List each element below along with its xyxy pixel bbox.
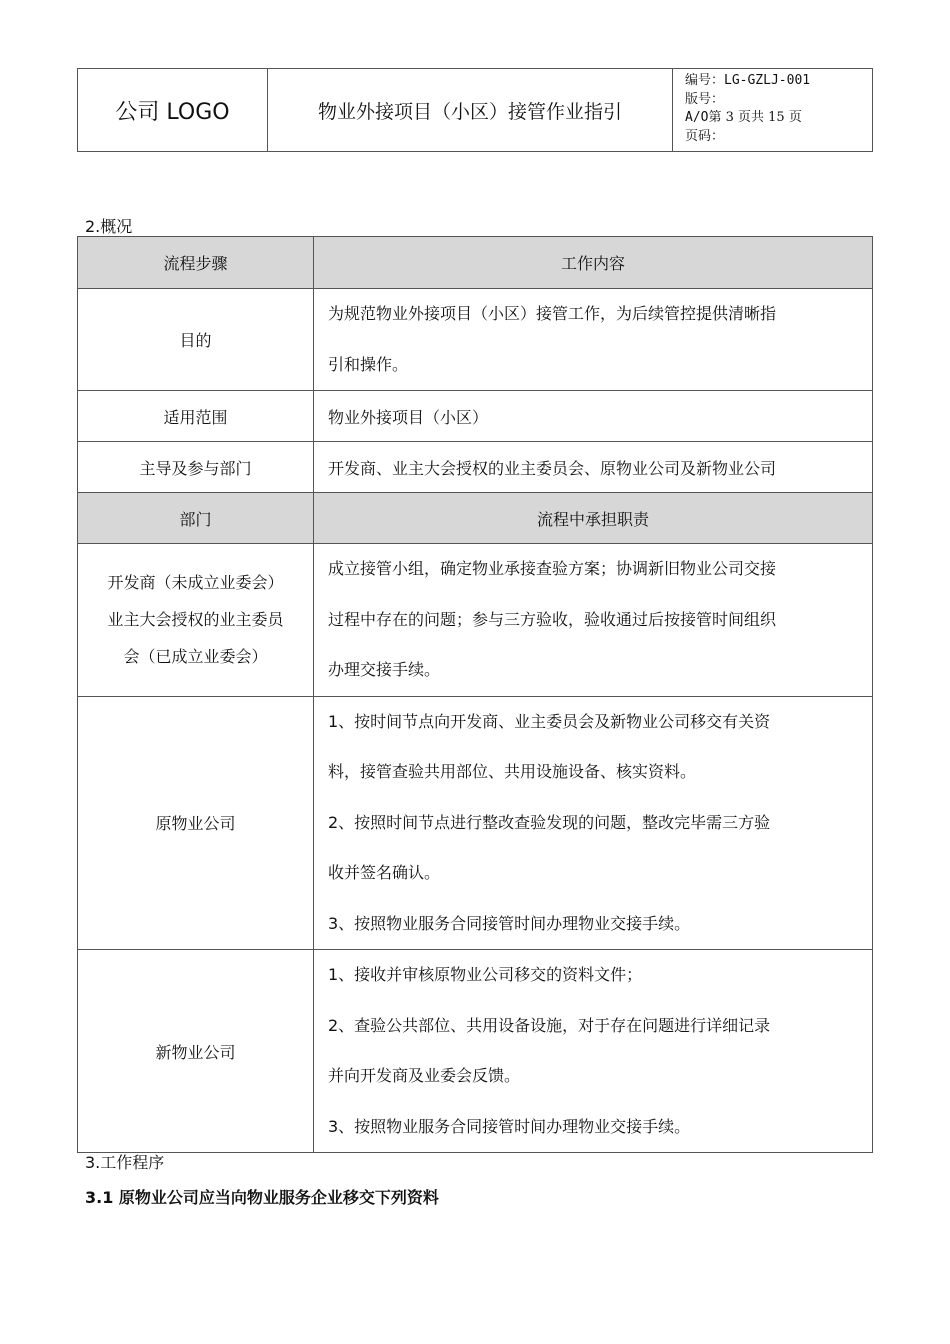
header-cell-content: 工作内容 (314, 237, 873, 289)
section-procedure-heading: 3.工作程序 (85, 1153, 165, 1172)
content-line: 为规范物业外接项目（小区）接管工作，为后续管控提供清晰指 (328, 304, 777, 323)
table-row (78, 391, 873, 442)
table-row (78, 696, 873, 950)
page-info: 第 3 页共 15 页 (708, 110, 802, 125)
row-content (314, 696, 873, 950)
row-label: 主导及参与部门 (78, 442, 314, 493)
content-line: 1、接收并审核原物业公司移交的资料文件； (328, 965, 643, 984)
table-row (78, 289, 873, 391)
version-prefix: A/O (685, 110, 709, 125)
label-line: 业主大会授权的业主委员 (107, 610, 284, 630)
table-row (78, 950, 873, 1153)
content-line: 3、按照物业服务合同接管时间办理物业交接手续。 (328, 1116, 691, 1136)
content-line: 2、查验公共部位、共用设备设施，对于存在问题进行详细记录 (328, 1015, 771, 1035)
content-line: 办理交接手续。 (328, 660, 441, 679)
page-code-label: 页码： (685, 128, 725, 144)
content-line: 成立接管小组，确定物业承接查验方案；协调新旧物业公司交接 (328, 559, 777, 578)
document-title: 物业外接项目（小区）接管作业指引 (268, 69, 673, 151)
content-line: 3、按照物业服务合同接管时间办理物业交接手续。 (328, 913, 691, 933)
label-line: 会（已成立业委会） (123, 647, 268, 667)
table-header-row (78, 237, 873, 289)
document-code: 编号：LG-GZLJ-001 (685, 73, 811, 88)
header-cell-department: 部门 (78, 493, 314, 544)
table-subheader-row (78, 493, 873, 544)
row-label: 适用范围 (78, 391, 314, 442)
header-cell-steps: 流程步骤 (78, 237, 314, 289)
content-line: 料，接管查验共用部位、共用设施设备、核实资料。 (328, 762, 697, 781)
label-line: 开发商（未成立业委会） (107, 573, 284, 593)
row-label (78, 544, 314, 697)
row-content (314, 289, 873, 391)
row-label: 新物业公司 (78, 950, 314, 1153)
header-cell-duties: 流程中承担职责 (314, 493, 873, 544)
table-row (78, 544, 873, 697)
row-label: 原物业公司 (78, 696, 314, 950)
page-info-row (685, 109, 872, 128)
company-logo: 公司 LOGO (78, 69, 268, 151)
row-content (314, 950, 873, 1153)
content-line: 收并签名确认。 (328, 863, 441, 882)
row-label: 目的 (78, 289, 314, 391)
table-row (78, 442, 873, 493)
overview-table (77, 236, 873, 1153)
content-line: 并向开发商及业委会反馈。 (328, 1066, 521, 1085)
row-content: 物业外接项目（小区） (314, 391, 873, 442)
row-content (314, 544, 873, 697)
content-line: 2、按照时间节点进行整改查验发现的问题，整改完毕需三方验 (328, 812, 771, 832)
section-3-1-heading: 3.1 原物业公司应当向物业服务企业移交下列资料 (85, 1188, 439, 1207)
content-line: 1、按时间节点向开发商、业主委员会及新物业公司移交有关资 (328, 711, 771, 731)
document-meta (673, 69, 872, 151)
content-line: 引和操作。 (328, 354, 409, 374)
document-header (77, 68, 873, 152)
version-label: 版号： (685, 91, 725, 107)
row-content: 开发商、业主大会授权的业主委员会、原物业公司及新物业公司 (314, 442, 873, 493)
section-overview-heading: 2.概况 (85, 217, 133, 236)
content-line: 过程中存在的问题；参与三方验收，验收通过后按接管时间组织 (328, 609, 777, 629)
